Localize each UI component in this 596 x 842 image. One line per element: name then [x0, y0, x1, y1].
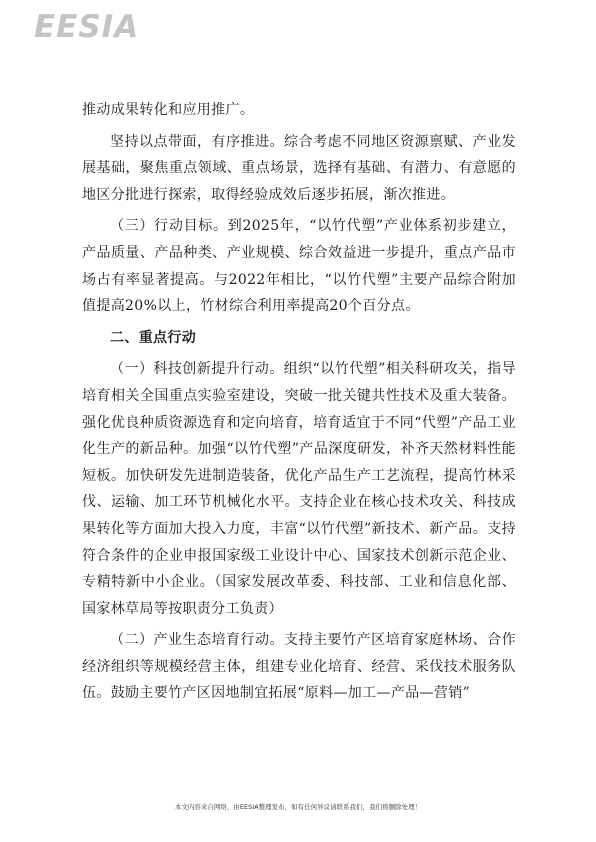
paragraph-continuation: 推动成果转化和应用推广。: [82, 102, 255, 118]
paragraph-industry-ecology: （二）产业生态培育行动。支持主要竹产区培育家庭林场、合作经济组织等规模经营主体，组建专业化培育、经营、采伐技术服务队伍。鼓励主要竹产区因地制宜拓展“原料—加工—产品—营销”: [82, 632, 516, 702]
paragraph-tech-innovation: （一）科技创新提升行动。组织“以竹代塑”相关科研攻关，指导培育相关全国重点实验室建设，突破一批关键共性技术及重大装备。强化优良种质资源选育和定向培育，培育适宜于不同“代塑”产品工业化生产的新品种。加强“以竹代塑”产品深度研发，补齐天然材料性能短板。加快研发先进制造装备，优化产品生产工艺流程，提高竹林采伐、运输、加工环节机械化水平。支持企业在核心技术攻关、科技成果转化等方面加大投入力度，丰富“以竹代塑”新技术、新产品。支持符合条件的企业申报国家级工业设计中心、国家技术创新示范企业、专精特新中小企业。（国家发展改革委、科技部、工业和信息化部、国家林草局等按职责分工负责）: [82, 361, 516, 617]
eesia-logo: EESIA: [34, 9, 140, 45]
document-body: [82, 97, 516, 712]
paragraph-principle: 坚持以点带面，有序推进。综合考虑不同地区资源禀赋、产业发展基础，聚焦重点领域、重点场景，选择有基础、有潜力、有意愿的地区分批进行探索，取得经验成效后逐步拓展，渐次推进。: [82, 133, 516, 203]
footer-notice: 本文内容来自网络，由EESIA整理发布，如有任何异议请联系我们，我们将删除处理！: [174, 803, 422, 811]
section-heading-key-actions: 二、重点行动: [110, 329, 197, 346]
paragraph-action-goal: （三）行动目标。到2025年，“以竹代塑”产业体系初步建立，产品质量、产品种类、产业规模、综合效益进一步提升，重点产品市场占有率显著提高。与2022年相比，“以竹代塑”主要产品综合附加值提高20%以上，竹材综合利用率提高20个百分点。: [82, 218, 516, 315]
